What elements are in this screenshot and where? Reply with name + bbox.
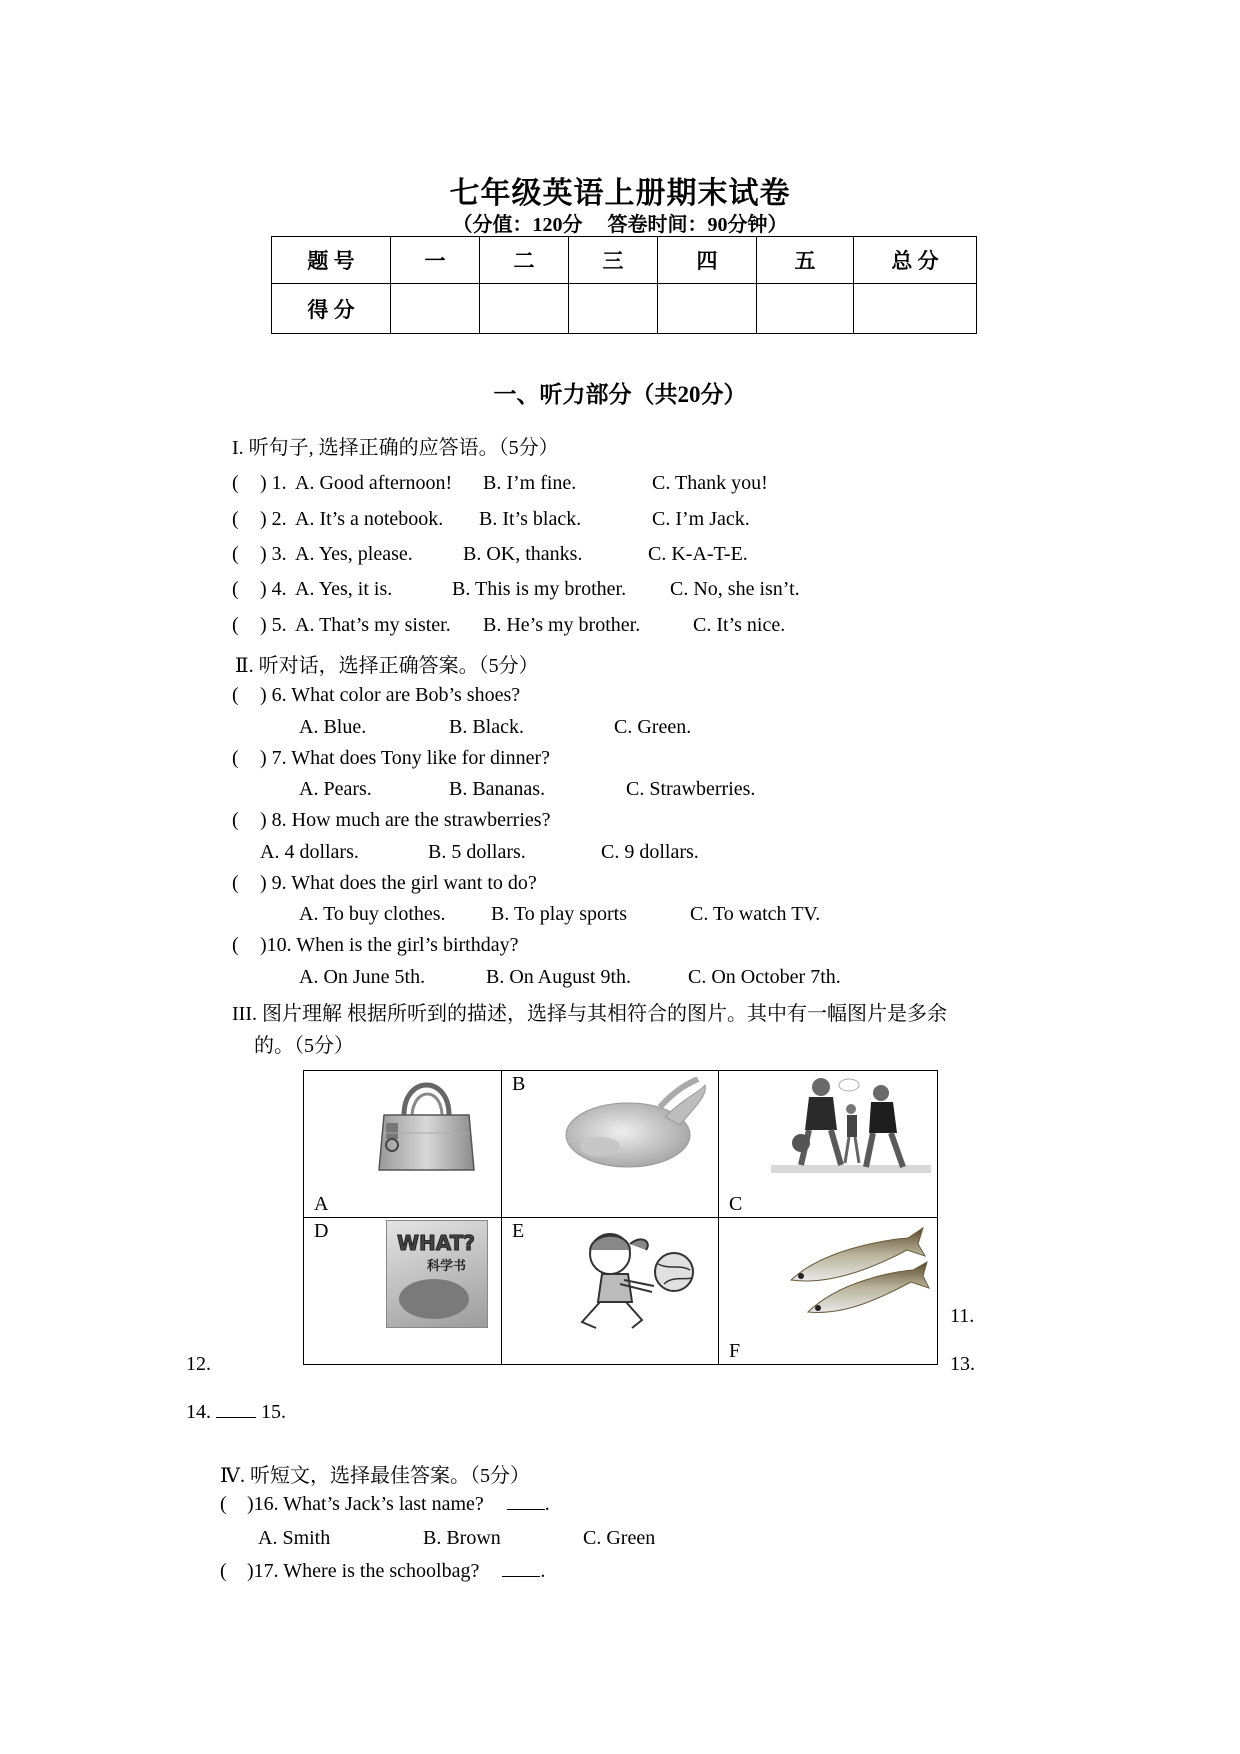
option-b: B. This is my brother. — [452, 578, 627, 600]
section-heading: 一、听力部分（共20分） — [493, 382, 747, 407]
option-a: A. Yes, it is. — [295, 578, 393, 600]
part3-heading-cont: 的。（5分） — [254, 1035, 354, 1057]
picture-letter: B — [512, 1073, 526, 1095]
picture-letter: D — [314, 1220, 329, 1242]
answer-number[interactable]: 12. — [186, 1353, 211, 1375]
fish-icon — [773, 1220, 933, 1328]
question-text: ) 9. What does the girl want to do? — [260, 872, 537, 894]
option-b: B. OK, thanks. — [463, 543, 583, 565]
option-a: A. That’s my sister. — [295, 614, 451, 636]
question-text: )17. Where is the schoolbag? . — [247, 1560, 546, 1582]
score-header-cell: 总 分 — [854, 237, 977, 284]
option-a: A. On June 5th. — [299, 966, 426, 988]
score-header-cell: 题 号 — [272, 237, 391, 284]
part2-heading: Ⅱ. 听对话，选择正确答案。（5分） — [235, 655, 539, 677]
answer-paren[interactable]: ( — [232, 614, 239, 636]
answer-paren[interactable]: ( — [232, 543, 239, 565]
option-c: C. 9 dollars. — [601, 841, 699, 863]
option-b: B. Bananas. — [449, 778, 546, 800]
score-input-cell[interactable] — [854, 284, 977, 334]
question-number: ) 4. — [260, 578, 287, 600]
question-text: ) 8. How much are the strawberries? — [260, 809, 551, 831]
question-number: ) 3. — [260, 543, 287, 565]
option-c: C. It’s nice. — [693, 614, 786, 636]
volleyball-girl-icon — [562, 1224, 702, 1334]
option-c: C. K-A-T-E. — [648, 543, 748, 565]
option-a: A. Yes, please. — [295, 543, 413, 565]
question-row — [232, 472, 239, 495]
science-book-icon — [386, 1220, 488, 1328]
part1-heading: I. 听句子, 选择正确的应答语。（5分） — [232, 437, 559, 459]
option-a: A. Blue. — [299, 716, 367, 738]
score-header-cell: 五 — [757, 237, 854, 284]
picture-letter: C — [729, 1193, 743, 1215]
option-c: C. Thank you! — [652, 472, 768, 494]
score-input-cell[interactable] — [569, 284, 658, 334]
answer-paren[interactable]: ( — [232, 508, 239, 530]
picture-cell-c[interactable] — [719, 1071, 938, 1218]
option-b: B. I’m fine. — [483, 472, 577, 494]
answer-number[interactable]: 14. — [186, 1401, 211, 1423]
option-b: B. On August 9th. — [486, 966, 632, 988]
score-input-cell[interactable] — [757, 284, 854, 334]
option-b: B. He’s my brother. — [483, 614, 641, 636]
question-text: ) 7. What does Tony like for dinner? — [260, 747, 551, 769]
score-input-cell[interactable] — [391, 284, 480, 334]
option-a: A. Smith — [258, 1527, 331, 1549]
answer-blank[interactable] — [216, 1417, 256, 1418]
option-c: C. To watch TV. — [690, 903, 821, 925]
score-header-cell: 四 — [658, 237, 757, 284]
answer-paren[interactable]: ( — [232, 747, 239, 769]
question-text: )16. What’s Jack’s last name? . — [247, 1493, 550, 1515]
answer-paren[interactable]: ( — [232, 578, 239, 600]
option-b: B. Brown — [423, 1527, 501, 1549]
answer-paren[interactable]: ( — [220, 1493, 227, 1515]
answer-number[interactable]: 15. — [261, 1401, 286, 1423]
option-b: B. Black. — [449, 716, 524, 738]
picture-cell-a[interactable] — [304, 1071, 502, 1218]
option-a: A. To buy clothes. — [299, 903, 446, 925]
answer-number[interactable]: 11. — [950, 1305, 975, 1327]
question-number: ) 5. — [260, 614, 287, 636]
basketball-players-icon — [771, 1075, 931, 1175]
option-c: C. Green. — [614, 716, 692, 738]
score-header-cell: 三 — [569, 237, 658, 284]
answer-paren[interactable]: ( — [232, 472, 239, 494]
option-b: B. To play sports — [491, 903, 628, 925]
score-header-cell: 一 — [391, 237, 480, 284]
score-input-cell[interactable] — [658, 284, 757, 334]
answer-paren[interactable]: ( — [232, 684, 239, 706]
answer-blank[interactable] — [507, 1509, 545, 1510]
picture-letter: F — [729, 1340, 741, 1362]
picture-cell-b[interactable] — [502, 1071, 719, 1218]
option-b: B. 5 dollars. — [428, 841, 526, 863]
answer-paren[interactable]: ( — [232, 872, 239, 894]
question-text-content: )16. What’s Jack’s last name? — [247, 1493, 484, 1515]
picture-cell-f[interactable] — [719, 1218, 938, 1365]
option-c: C. On October 7th. — [688, 966, 841, 988]
question-text-content: )17. Where is the schoolbag? — [247, 1560, 480, 1582]
answer-paren[interactable]: ( — [232, 809, 239, 831]
option-a: A. Pears. — [299, 778, 372, 800]
score-input-cell[interactable] — [480, 284, 569, 334]
picture-letter: A — [314, 1193, 329, 1215]
picture-cell-e[interactable] — [502, 1218, 719, 1365]
book-subtitle: 科学书 — [427, 1259, 467, 1274]
exam-info: （分值：120分 答卷时间：90分钟） — [452, 214, 788, 236]
answer-paren[interactable]: ( — [220, 1560, 227, 1582]
option-a: A. It’s a notebook. — [295, 508, 444, 530]
option-c: C. Green — [583, 1527, 656, 1549]
page-title: 七年级英语上册期末试卷 — [449, 176, 791, 211]
part3-heading: III. 图片理解 根据所听到的描述，选择与其相符合的图片。其中有一幅图片是多余 — [232, 1003, 947, 1025]
option-a: A. 4 dollars. — [260, 841, 359, 863]
answer-row-14-15 — [186, 1401, 286, 1424]
score-table — [271, 236, 977, 334]
option-c: C. Strawberries. — [626, 778, 756, 800]
handbag-icon — [374, 1075, 479, 1175]
option-b: B. It’s black. — [479, 508, 582, 530]
picture-grid — [303, 1070, 938, 1365]
answer-blank[interactable] — [502, 1576, 540, 1577]
part4-heading: Ⅳ. 听短文，选择最佳答案。（5分） — [220, 1465, 530, 1487]
book-title: WHAT? — [397, 1231, 475, 1255]
question-text: )10. When is the girl’s birthday? — [260, 934, 519, 956]
question-number: ) 2. — [260, 508, 287, 530]
option-a: A. Good afternoon! — [295, 472, 453, 494]
picture-cell-d[interactable] — [304, 1218, 502, 1365]
score-row-label: 得 分 — [272, 284, 391, 334]
score-header-cell: 二 — [480, 237, 569, 284]
answer-number[interactable]: 13. — [950, 1353, 975, 1375]
answer-paren[interactable]: ( — [232, 934, 239, 956]
option-c: C. I’m Jack. — [652, 508, 750, 530]
question-text: ) 6. What color are Bob’s shoes? — [260, 684, 521, 706]
option-c: C. No, she isn’t. — [670, 578, 800, 600]
question-number: ) 1. — [260, 472, 287, 494]
roast-chicken-icon — [560, 1077, 710, 1173]
picture-letter: E — [512, 1220, 525, 1242]
